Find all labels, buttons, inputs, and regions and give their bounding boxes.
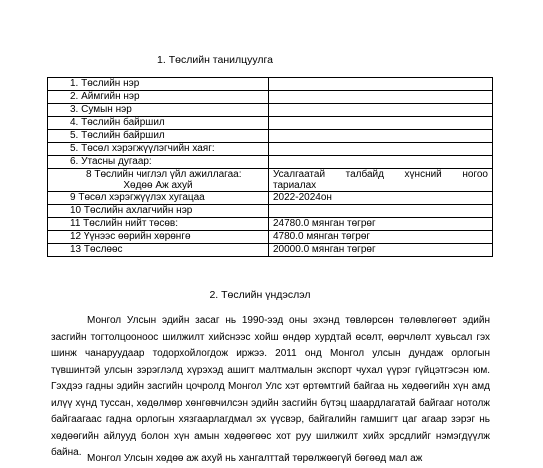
- row-value: 4780.0 мянган төгрөг: [269, 231, 493, 244]
- rationale-paragraph: Монгол Улсын эдийн засаг нь 1990-ээд оны эхэнд төвлөрсөн төлөвлөгөөт эдийн засгийн тогтолцооноос шилжилт хийснээс хойш өндөр хурдтай өсөлт, өөрчлөлт хувьсал гэх шинж чанаруудаар тодорхойлогдож иржээ. 2011 онд Монгол улсын дундаж орлогын түвшинтэй улсын зэрэглэлд хүрэхэд ашигт малтмалын экспорт чухал үүрэг гүйцэтгэсэн юм. Гэхдээ гадны эдийн засгийн цочролд Монгол Улс хэт өртөмтгий байгаа нь хөдөөгийн хүн амд илүү хүнд туссан, хөдөлмөр хөнгөвчилсэн эдийн засгийн бүтэц шаардлагатай байгааг нотолж байгаагаас гадна орлогын хязгаарлагдмал эх үүсвэр, байгалийн гамшигт цаг агаар зэрэг нь хөдөөгийн айлууд болон хүн амын хөдөөгөөс хот руу шилжилт хийх эрсдлийг нэмэгдүүлж байна.: [51, 315, 490, 458]
- table-row: [48, 117, 493, 130]
- row-label: 5. Төслийн байршил: [48, 130, 269, 143]
- table-row: [48, 91, 493, 104]
- row-value: [269, 156, 493, 169]
- row-label: 5. Төсөл хэрэгжүүлэгчийн хаяг:: [48, 143, 269, 156]
- row-value: [269, 117, 493, 130]
- row-value: 24780.0 мянган төгрөг: [269, 218, 493, 231]
- rationale-paragraph-2: Монгол Улсын хөдөө аж ахуй нь хангалттай төрөлжөөгүй бөгөөд мал аж: [87, 453, 423, 464]
- section-1-heading: 1. Төслийн танилцуулга: [157, 54, 273, 66]
- row-label: 12 Үүнээс өөрийн хөрөнгө: [48, 231, 269, 244]
- row-label: 8 Төслийн чиглэл үйл ажиллагаа: Хөдөө Аж ахуй: [48, 169, 269, 192]
- table-row: [48, 244, 493, 257]
- table-row: [48, 192, 493, 205]
- row-value: [269, 104, 493, 117]
- table-row: [48, 156, 493, 169]
- table-row: [48, 78, 493, 91]
- row-value: 20000.0 мянган төгрөг: [269, 244, 493, 257]
- row-label: 1. Төслийн нэр: [48, 78, 269, 91]
- table-row: [48, 218, 493, 231]
- row-label: 13 Төслөөс: [48, 244, 269, 257]
- table-row: [48, 143, 493, 156]
- row-value: [269, 143, 493, 156]
- row-label: 9 Төсөл хэрэгжүүлэх хугацаа: [48, 192, 269, 205]
- row-value: [269, 205, 493, 218]
- row-label: 6. Утасны дугаар:: [48, 156, 269, 169]
- table-row: [48, 169, 493, 192]
- section-2-heading: 2. Төслийн үндэслэл: [209, 289, 311, 301]
- row-label: 11 Төслийн нийт төсөв:: [48, 218, 269, 231]
- table-row: [48, 104, 493, 117]
- row-value: [269, 91, 493, 104]
- row-label: 4. Төслийн байршил: [48, 117, 269, 130]
- table-row: [48, 130, 493, 143]
- row-label: 3. Сумын нэр: [48, 104, 269, 117]
- project-info-table: [47, 77, 493, 257]
- table-row: [48, 231, 493, 244]
- row-value: Усалгаатай талбайд хүнсний ногоо тариалах: [269, 169, 493, 192]
- row-label: 2. Аймгийн нэр: [48, 91, 269, 104]
- row-value: 2022-2024он: [269, 192, 493, 205]
- row-value: [269, 78, 493, 91]
- table-row: [48, 205, 493, 218]
- row-value: [269, 130, 493, 143]
- row-label: 10 Төслийн ахлагчийн нэр: [48, 205, 269, 218]
